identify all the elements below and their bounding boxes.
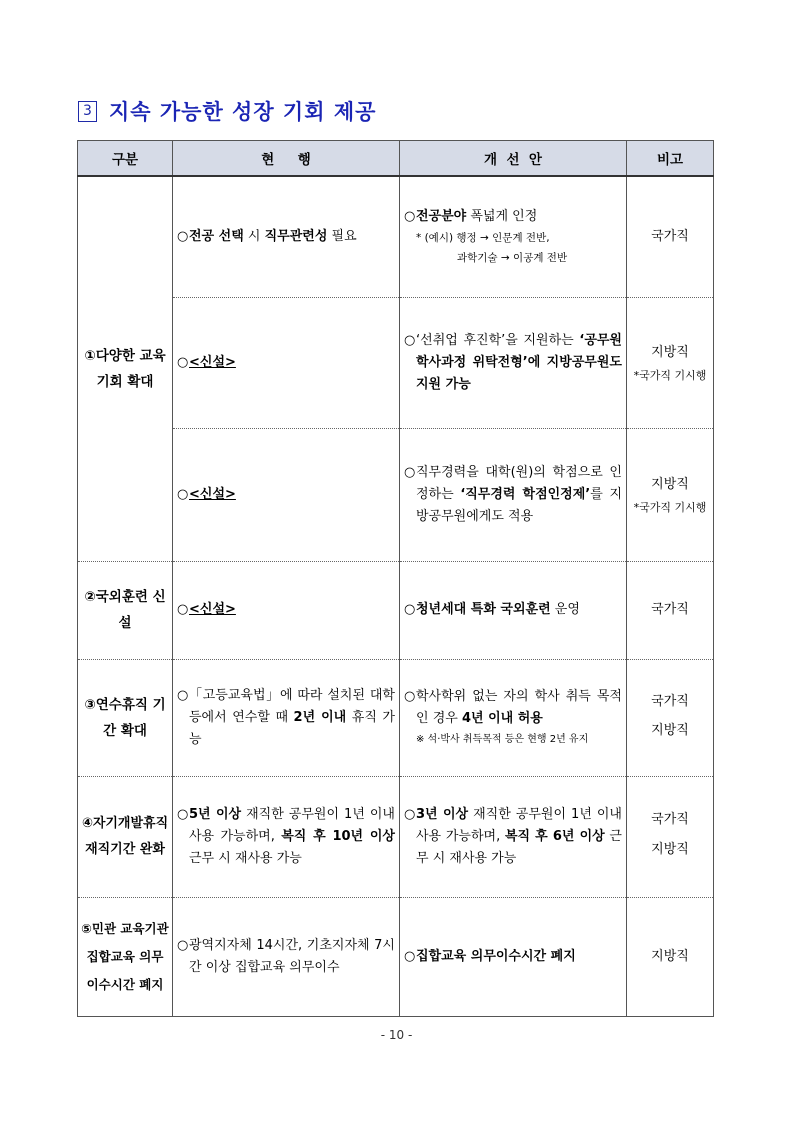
text-new: <신설> (189, 354, 236, 370)
category-cell (78, 561, 173, 659)
note-text: 국가직 (651, 811, 689, 827)
text-bold: 직무관련성 (264, 228, 328, 244)
table-row (78, 176, 714, 297)
text-bold: 복직 후 10년 이상 (281, 828, 395, 844)
note-cell (627, 776, 714, 897)
text: 「고등교육법」에 따라 설치된 대학 등에서 연수할 때 (189, 687, 395, 725)
text-bold: 복직 후 6년 이상 (504, 828, 605, 844)
category-cell (78, 176, 173, 561)
bullet-mark: ○ (404, 806, 416, 822)
note-cell (627, 659, 714, 776)
header-note: 비고 (627, 141, 714, 177)
header-current: 현 행 (173, 141, 400, 177)
proposal-cell (400, 776, 627, 897)
text-bold: 3년 이상 (416, 806, 469, 822)
note-text: 지방직 (651, 344, 689, 360)
note-cell (627, 897, 714, 1016)
table-row (78, 659, 714, 776)
text: 광역지자체 14시간, 기초지자체 7시간 이상 집합교육 의무이수 (189, 937, 395, 975)
text-bold: 2년 이내 (293, 709, 347, 725)
sub-note-text: *국가직 기시행 (633, 500, 707, 514)
category-cell (78, 897, 173, 1016)
section-number-box: 3 (78, 101, 97, 122)
category-label: ①다양한 교육 기회 확대 (84, 347, 166, 390)
current-cell (173, 428, 400, 561)
bullet-mark: ○ (404, 332, 416, 348)
current-cell (173, 176, 400, 297)
section-title: 지속 가능한 성장 기회 제공 (109, 100, 377, 124)
text: 재직한 공무원이 1년 이내 사용 가능하며, (189, 806, 395, 844)
note-text: 국가직 (651, 602, 689, 617)
text-new: <신설> (189, 486, 236, 502)
text: 근무 시 재사용 가능 (416, 828, 622, 866)
text: 직무경력을 대학(원)의 학점으로 인정하는 (416, 464, 622, 502)
category-label: ②국외훈련 신설 (84, 589, 166, 631)
bullet-mark: ○ (404, 948, 416, 964)
policy-table (77, 140, 714, 1017)
footnote: ※ 석·박사 취득목적 등은 현행 2년 유지 (416, 733, 589, 745)
text: 필요 (327, 228, 357, 244)
text-bold: 전공분야 (416, 208, 467, 224)
bullet-mark: ○ (177, 354, 189, 370)
text-bold: ‘직무경력 학점인정제’ (460, 486, 591, 502)
note-text: 지방직 (651, 948, 689, 964)
category-label: ⑤민관 교육기관 집합교육 의무 이수시간 폐지 (81, 920, 169, 992)
text-bold: 4년 이내 허용 (461, 710, 543, 726)
bullet-mark: ○ (177, 937, 189, 953)
text-bold: ‘공무원 학사과정 위탁전형’에 지방공무원도 지원 가능 (416, 332, 622, 392)
current-cell (173, 897, 400, 1016)
text: 학사학위 없는 자의 학사 취득 목적인 경우 (416, 688, 622, 726)
note-text: 국가직 (651, 693, 689, 709)
table-row (78, 297, 714, 428)
bullet-mark: ○ (177, 486, 189, 502)
note-text: 지방직 (651, 841, 689, 857)
category-label: ④자기개발휴직 재직기간 완화 (81, 815, 169, 857)
header-proposal: 개 선 안 (400, 141, 627, 177)
proposal-cell (400, 297, 627, 428)
text: 근무 시 재사용 가능 (189, 850, 302, 866)
bullet-mark: ○ (177, 228, 189, 244)
table-row (78, 428, 714, 561)
bullet-mark: ○ (177, 687, 189, 703)
proposal-cell (400, 428, 627, 561)
text-new: <신설> (189, 602, 236, 617)
text-bold: 청년세대 특화 국외훈련 (416, 602, 551, 617)
bullet-mark: ○ (404, 208, 416, 224)
note-cell (627, 176, 714, 297)
proposal-cell (400, 561, 627, 659)
current-cell (173, 297, 400, 428)
current-cell (173, 659, 400, 776)
bullet-mark: ○ (404, 464, 416, 480)
text-bold: 집합교육 의무이수시간 폐지 (416, 948, 576, 964)
table-row (78, 897, 714, 1016)
note-text: 지방직 (651, 476, 689, 492)
example-note: 과학기술 → 이공계 전반 (457, 251, 568, 264)
text: 운영 (550, 602, 580, 617)
text: 시 (243, 228, 265, 244)
sub-note-text: *국가직 기시행 (633, 368, 707, 382)
proposal-cell (400, 659, 627, 776)
category-cell (78, 776, 173, 897)
note-cell (627, 561, 714, 659)
table-row (78, 561, 714, 659)
current-cell (173, 561, 400, 659)
note-cell (627, 297, 714, 428)
text: 휴직 가능 (189, 709, 395, 747)
header-category: 구분 (78, 141, 173, 177)
page-number: - 10 - (380, 1028, 413, 1042)
note-text: 국가직 (651, 228, 689, 244)
bullet-mark: ○ (404, 688, 416, 704)
table-header-row (78, 141, 714, 177)
text: 폭넓게 인정 (466, 208, 538, 224)
note-cell (627, 428, 714, 561)
current-cell (173, 776, 400, 897)
category-label: ③연수휴직 기간 확대 (84, 696, 166, 739)
category-cell (78, 659, 173, 776)
text-bold: 전공 선택 (189, 228, 244, 244)
text: 를 지방공무원에게도 적용 (416, 486, 622, 524)
proposal-cell (400, 897, 627, 1016)
text-bold: 5년 이상 (189, 806, 242, 822)
bullet-mark: ○ (177, 602, 189, 617)
example-note: * (예시) 행정 → 인문계 전반, (416, 231, 550, 244)
text: ‘선취업 후진학’을 지원하는 (416, 332, 574, 348)
note-text: 지방직 (651, 722, 689, 738)
proposal-cell (400, 176, 627, 297)
bullet-mark: ○ (404, 602, 416, 617)
text: 재직한 공무원이 1년 이내 사용 가능하며, (416, 806, 622, 844)
section-heading (78, 96, 376, 126)
table-row (78, 776, 714, 897)
bullet-mark: ○ (177, 806, 189, 822)
